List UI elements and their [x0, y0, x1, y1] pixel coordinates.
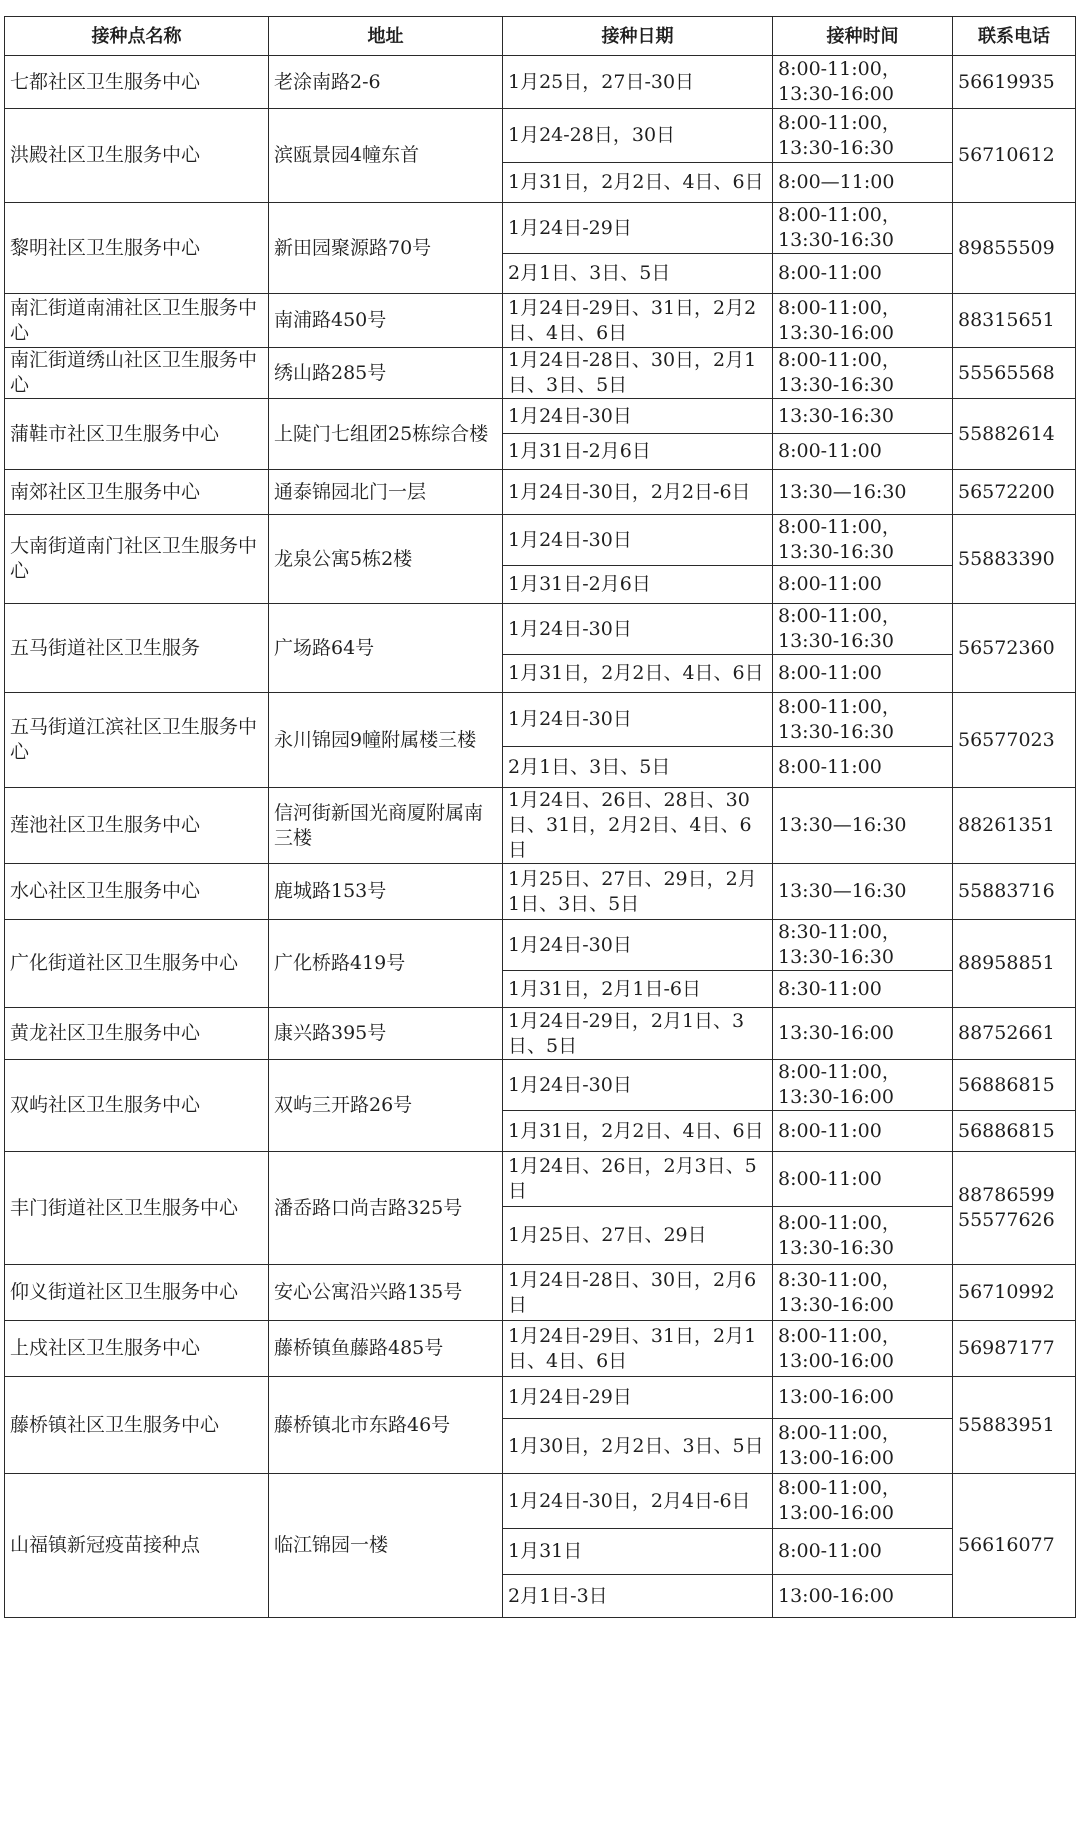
session-dates: 1月24日-30日: [503, 515, 773, 566]
site-name: 南汇街道南浦社区卫生服务中心: [5, 294, 269, 348]
site-name: 双屿社区卫生服务中心: [5, 1060, 269, 1152]
site-name: 广化街道社区卫生服务中心: [5, 920, 269, 1008]
site-name: 大南街道南门社区卫生服务中心: [5, 515, 269, 604]
table-row: [5, 294, 1076, 348]
session-time: 13:30-16:00: [773, 1008, 953, 1060]
site-address: 老涂南路2-6: [269, 56, 503, 109]
site-phone: 89855509: [953, 203, 1076, 294]
session-dates: 1月25日、27日、29日: [503, 1207, 773, 1265]
site-name: 南郊社区卫生服务中心: [5, 470, 269, 515]
session-time: 8:00-11:00， 13:30-16:30: [773, 348, 953, 399]
session-dates: 1月24日-29日、31日，2月1日、4日、6日: [503, 1321, 773, 1377]
site-address: 藤桥镇北市东路46号: [269, 1377, 503, 1474]
site-phone: 56987177: [953, 1321, 1076, 1377]
session-dates: 1月31日，2月2日、4日、6日: [503, 163, 773, 203]
site-address: 永川锦园9幢附属楼三楼: [269, 693, 503, 788]
site-address: 双屿三开路26号: [269, 1060, 503, 1152]
site-address: 广场路64号: [269, 604, 503, 693]
site-name: 七都社区卫生服务中心: [5, 56, 269, 109]
table-row: [5, 399, 1076, 434]
session-time: 8:00-11:00: [773, 1529, 953, 1575]
session-time: 8:00-11:00， 13:30-16:00: [773, 56, 953, 109]
site-phone: 55565568: [953, 348, 1076, 399]
table-row: [5, 920, 1076, 971]
session-dates: 1月24日-30日，2月4日-6日: [503, 1474, 773, 1529]
site-address: 康兴路395号: [269, 1008, 503, 1060]
session-time: 8:00-11:00: [773, 655, 953, 693]
session-dates: 2月1日、3日、5日: [503, 747, 773, 788]
session-time: 13:00-16:00: [773, 1575, 953, 1618]
session-time: 13:30—16:30: [773, 864, 953, 920]
session-time: 8:00-11:00: [773, 747, 953, 788]
session-dates: 1月24日-28日、30日，2月1日、3日、5日: [503, 348, 773, 399]
session-dates: 1月31日，2月1日-6日: [503, 971, 773, 1008]
session-dates: 1月24日-29日、31日，2月2日、4日、6日: [503, 294, 773, 348]
table-row: [5, 56, 1076, 109]
session-time: 8:00-11:00: [773, 566, 953, 604]
session-dates: 1月31日，2月2日、4日、6日: [503, 655, 773, 693]
table-row: [5, 693, 1076, 747]
header-time: 接种时间: [773, 17, 953, 56]
session-time: 8:00-11:00， 13:30-16:30: [773, 109, 953, 163]
session-dates: 1月24日、26日，2月3日、5日: [503, 1152, 773, 1207]
site-phone: 88261351: [953, 788, 1076, 864]
session-time: 8:00-11:00: [773, 254, 953, 294]
session-time: 8:00-11:00， 13:30-16:30: [773, 693, 953, 747]
site-name: 洪殿社区卫生服务中心: [5, 109, 269, 203]
site-address: 南浦路450号: [269, 294, 503, 348]
site-name: 黄龙社区卫生服务中心: [5, 1008, 269, 1060]
header-address: 地址: [269, 17, 503, 56]
table-row: [5, 1265, 1076, 1321]
session-dates: 2月1日、3日、5日: [503, 254, 773, 294]
site-address: 新田园聚源路70号: [269, 203, 503, 294]
site-phone: 56577023: [953, 693, 1076, 788]
session-dates: 2月1日-3日: [503, 1575, 773, 1618]
site-address: 上陡门七组团25栋综合楼: [269, 399, 503, 470]
session-time: 8:30-11:00， 13:30-16:30: [773, 920, 953, 971]
session-dates: 1月24日-28日、30日，2月6日: [503, 1265, 773, 1321]
session-time: 8:00-11:00: [773, 1152, 953, 1207]
site-phone: 56886815: [953, 1111, 1076, 1152]
session-time: 8:00-11:00， 13:00-16:00: [773, 1474, 953, 1529]
site-phone: 55882614: [953, 399, 1076, 470]
site-phone: 88315651: [953, 294, 1076, 348]
session-dates: 1月24日-30日: [503, 399, 773, 434]
session-time: 8:30-11:00: [773, 971, 953, 1008]
site-name: 南汇街道绣山社区卫生服务中心: [5, 348, 269, 399]
site-name: 山福镇新冠疫苗接种点: [5, 1474, 269, 1618]
site-address: 通泰锦园北门一层: [269, 470, 503, 515]
site-address: 潘岙路口尚吉路325号: [269, 1152, 503, 1265]
session-time: 8:00—11:00: [773, 163, 953, 203]
table-row: [5, 864, 1076, 920]
site-name: 藤桥镇社区卫生服务中心: [5, 1377, 269, 1474]
site-name: 蒲鞋市社区卫生服务中心: [5, 399, 269, 470]
site-phone: 55883390: [953, 515, 1076, 604]
session-dates: 1月31日: [503, 1529, 773, 1575]
session-time: 8:00-11:00: [773, 434, 953, 470]
table-row: [5, 515, 1076, 566]
session-time: 8:00-11:00， 13:30-16:30: [773, 604, 953, 655]
header-site-name: 接种点名称: [5, 17, 269, 56]
session-dates: 1月25日、27日、29日，2月1日、3日、5日: [503, 864, 773, 920]
session-dates: 1月31日-2月6日: [503, 566, 773, 604]
header-dates: 接种日期: [503, 17, 773, 56]
site-name: 水心社区卫生服务中心: [5, 864, 269, 920]
session-time: 8:00-11:00， 13:30-16:30: [773, 515, 953, 566]
site-address: 广化桥路419号: [269, 920, 503, 1008]
session-dates: 1月24日-29日: [503, 203, 773, 254]
header-row: [5, 17, 1076, 56]
table-row: [5, 604, 1076, 655]
table-row: [5, 1321, 1076, 1377]
table-row: [5, 1474, 1076, 1529]
site-name: 黎明社区卫生服务中心: [5, 203, 269, 294]
session-time: 8:00-11:00， 13:30-16:30: [773, 203, 953, 254]
session-time: 8:00-11:00， 13:30-16:00: [773, 294, 953, 348]
table-row: [5, 203, 1076, 254]
site-phone: 56619935: [953, 56, 1076, 109]
site-address: 藤桥镇鱼藤路485号: [269, 1321, 503, 1377]
site-address: 绣山路285号: [269, 348, 503, 399]
session-dates: 1月24日-30日，2月2日-6日: [503, 470, 773, 515]
site-phone: 88786599 55577626: [953, 1152, 1076, 1265]
session-dates: 1月24日、26日、28日、30日、31日，2月2日、4日、6日: [503, 788, 773, 864]
site-phone: 56572200: [953, 470, 1076, 515]
site-phone: 56616077: [953, 1474, 1076, 1618]
site-address: 信河街新国光商厦附属南三楼: [269, 788, 503, 864]
session-time: 8:30-11:00， 13:30-16:00: [773, 1265, 953, 1321]
session-dates: 1月24日-29日: [503, 1377, 773, 1419]
site-name: 莲池社区卫生服务中心: [5, 788, 269, 864]
site-phone: 56572360: [953, 604, 1076, 693]
table-row: [5, 348, 1076, 399]
table-row: [5, 470, 1076, 515]
table-row: [5, 1152, 1076, 1207]
session-time: 13:30—16:30: [773, 788, 953, 864]
table-row: [5, 109, 1076, 163]
table-row: [5, 788, 1076, 864]
site-name: 仰义街道社区卫生服务中心: [5, 1265, 269, 1321]
site-address: 滨瓯景园4幢东首: [269, 109, 503, 203]
site-phone: 88752661: [953, 1008, 1076, 1060]
site-address: 鹿城路153号: [269, 864, 503, 920]
site-phone: 56710612: [953, 109, 1076, 203]
table-row: [5, 1008, 1076, 1060]
session-time: 13:30-16:30: [773, 399, 953, 434]
table-row: [5, 1377, 1076, 1419]
site-phone: 56886815: [953, 1060, 1076, 1111]
session-dates: 1月24日-29日，2月1日、3日、5日: [503, 1008, 773, 1060]
session-dates: 1月31日，2月2日、4日、6日: [503, 1111, 773, 1152]
session-dates: 1月24日-30日: [503, 920, 773, 971]
table-row: [5, 1060, 1076, 1111]
session-time: 13:30—16:30: [773, 470, 953, 515]
site-phone: 55883951: [953, 1377, 1076, 1474]
session-dates: 1月25日，27日-30日: [503, 56, 773, 109]
site-phone: 88958851: [953, 920, 1076, 1008]
session-dates: 1月30日，2月2日、3日、5日: [503, 1419, 773, 1474]
table-body: [5, 56, 1076, 1618]
session-time: 13:00-16:00: [773, 1377, 953, 1419]
session-time: 8:00-11:00， 13:00-16:00: [773, 1321, 953, 1377]
session-time: 8:00-11:00， 13:30-16:00: [773, 1060, 953, 1111]
site-address: 龙泉公寓5栋2楼: [269, 515, 503, 604]
site-address: 安心公寓沿兴路135号: [269, 1265, 503, 1321]
site-address: 临江锦园一楼: [269, 1474, 503, 1618]
header-phone: 联系电话: [953, 17, 1076, 56]
site-name: 上戍社区卫生服务中心: [5, 1321, 269, 1377]
vaccination-sites-table: [4, 16, 1076, 1618]
session-dates: 1月24日-30日: [503, 1060, 773, 1111]
session-time: 8:00-11:00: [773, 1111, 953, 1152]
site-phone: 55883716: [953, 864, 1076, 920]
session-time: 8:00-11:00， 13:00-16:00: [773, 1419, 953, 1474]
site-name: 五马街道社区卫生服务: [5, 604, 269, 693]
session-dates: 1月24日-30日: [503, 604, 773, 655]
session-dates: 1月24日-30日: [503, 693, 773, 747]
session-dates: 1月31日-2月6日: [503, 434, 773, 470]
session-time: 8:00-11:00， 13:30-16:30: [773, 1207, 953, 1265]
site-name: 丰门街道社区卫生服务中心: [5, 1152, 269, 1265]
session-dates: 1月24-28日，30日: [503, 109, 773, 163]
site-name: 五马街道江滨社区卫生服务中心: [5, 693, 269, 788]
site-phone: 56710992: [953, 1265, 1076, 1321]
